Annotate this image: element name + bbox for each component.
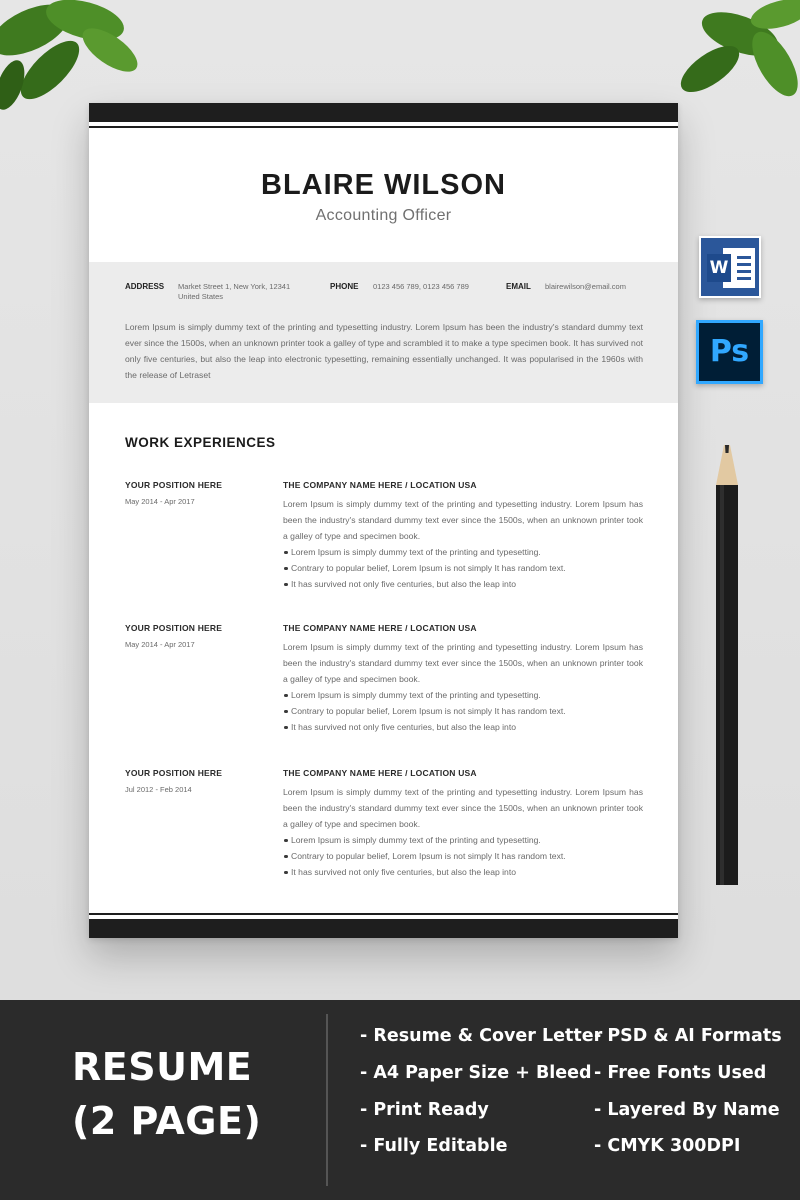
job-bullet: It has survived not only five centuries, but also the leap into	[283, 719, 643, 735]
resume-page	[89, 103, 678, 938]
email-value: blairewilson@email.com	[545, 282, 626, 291]
resume-name: BLAIRE WILSON	[261, 169, 506, 201]
job-dates: May 2014 - Apr 2017	[125, 497, 195, 506]
job-description: Lorem Ipsum is simply dummy text of the printing and typesetting industry. Lorem Ipsum has been the industry's standard dummy text ever since the 1500s, when an unknown printer took a galley of type and specimen book.	[283, 787, 643, 829]
footer-title-line-2: (2 PAGE)	[72, 1099, 262, 1143]
feature-item: - PSD & AI Formats	[594, 1026, 782, 1046]
job-position: YOUR POSITION HERE	[125, 623, 223, 633]
job-bullet: Lorem Ipsum is simply dummy text of the printing and typesetting.	[283, 687, 643, 703]
email-label: EMAIL	[506, 282, 531, 291]
resume-role: Accounting Officer	[315, 207, 452, 224]
job-bullet-list	[283, 544, 643, 592]
feature-item: - Fully Editable	[360, 1136, 508, 1156]
footer-divider	[326, 1014, 328, 1186]
profile-summary: Lorem Ipsum is simply dummy text of the printing and typesetting industry. Lorem Ipsum has been the industry's standard dummy text ever since the 1500s, when an unknown printer took a galley of type and scrambled it to make a type specimen book. It has survived not only five centuries, but also the leap into electronic typesetting, remaining essentially unchanged. It was popularised in the 1960s with the release of Letraset	[125, 322, 643, 380]
footer-banner	[0, 1000, 800, 1200]
job-company: THE COMPANY NAME HERE / LOCATION USA	[283, 480, 477, 490]
bottom-rule	[89, 913, 678, 915]
word-letter: W	[707, 254, 731, 282]
job-bullet: Contrary to popular belief, Lorem Ipsum is not simply It has random text.	[283, 560, 643, 576]
phone-label: PHONE	[330, 282, 359, 291]
feature-item: - CMYK 300DPI	[594, 1136, 741, 1156]
job-description: Lorem Ipsum is simply dummy text of the printing and typesetting industry. Lorem Ipsum has been the industry's standard dummy text ever since the 1500s, when an unknown printer took a galley of type and specimen book.	[283, 642, 643, 684]
job-position: YOUR POSITION HERE	[125, 768, 223, 778]
job-entry	[89, 768, 678, 898]
job-entry	[89, 623, 678, 753]
job-dates: May 2014 - Apr 2017	[125, 640, 195, 649]
address-label: ADDRESS	[125, 282, 165, 291]
job-position: YOUR POSITION HERE	[125, 480, 223, 490]
word-icon	[699, 236, 761, 298]
leaf-decoration-right	[680, 0, 800, 114]
job-bullet: It has survived not only five centuries, but also the leap into	[283, 576, 643, 592]
photoshop-icon: Ps	[696, 320, 763, 384]
leaf-decoration-left	[0, 0, 160, 110]
job-description: Lorem Ipsum is simply dummy text of the printing and typesetting industry. Lorem Ipsum has been the industry's standard dummy text ever since the 1500s, when an unknown printer took a galley of type and specimen book.	[283, 499, 643, 541]
contact-summary-band	[89, 262, 678, 403]
footer-title-line-1: RESUME	[72, 1045, 253, 1089]
job-company: THE COMPANY NAME HERE / LOCATION USA	[283, 768, 477, 778]
job-bullet: Lorem Ipsum is simply dummy text of the printing and typesetting.	[283, 832, 643, 848]
feature-item: - A4 Paper Size + Bleed	[360, 1063, 592, 1083]
feature-item: - Resume & Cover Letter	[360, 1026, 603, 1046]
job-dates: Jul 2012 - Feb 2014	[125, 785, 192, 794]
address-line-1: Market Street 1, New York, 12341	[178, 282, 291, 291]
job-company: THE COMPANY NAME HERE / LOCATION USA	[283, 623, 477, 633]
job-bullet-list	[283, 687, 643, 735]
job-bullet-list	[283, 832, 643, 880]
work-experiences-heading: WORK EXPERIENCES	[125, 435, 276, 450]
top-bar	[89, 103, 678, 122]
feature-item: - Free Fonts Used	[594, 1063, 767, 1083]
job-bullet: It has survived not only five centuries, but also the leap into	[283, 864, 643, 880]
job-bullet: Contrary to popular belief, Lorem Ipsum is not simply It has random text.	[283, 848, 643, 864]
feature-item: - Layered By Name	[594, 1100, 780, 1120]
phone-value: 0123 456 789, 0123 456 789	[373, 282, 469, 291]
pencil-decoration	[712, 445, 742, 885]
job-entry	[89, 480, 678, 610]
footer-title	[72, 1040, 261, 1148]
top-rule	[89, 126, 678, 128]
job-bullet: Contrary to popular belief, Lorem Ipsum is not simply It has random text.	[283, 703, 643, 719]
address-line-2: United States	[178, 292, 224, 301]
address-value	[178, 282, 290, 302]
bottom-bar	[89, 919, 678, 938]
feature-item: - Print Ready	[360, 1100, 489, 1120]
job-bullet: Lorem Ipsum is simply dummy text of the printing and typesetting.	[283, 544, 643, 560]
